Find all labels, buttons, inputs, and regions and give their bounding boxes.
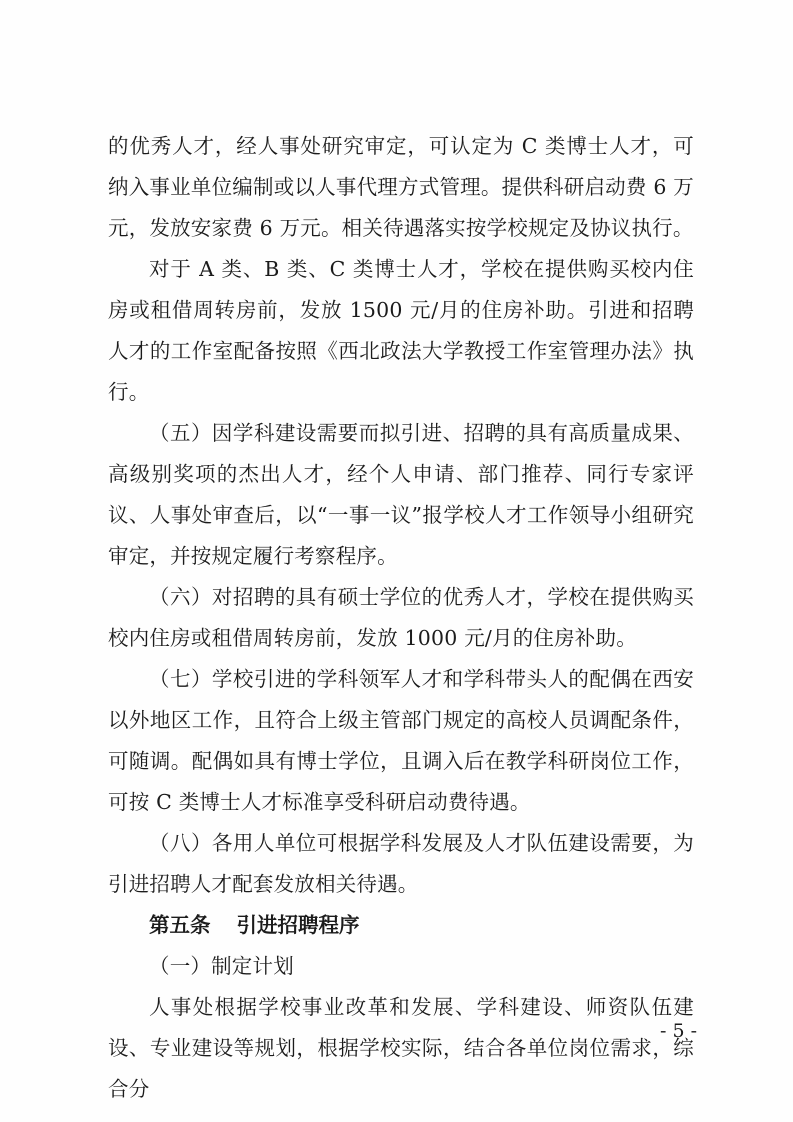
paragraph-item-7: （七）学校引进的学科领军人才和学科带头人的配偶在西安以外地区工作，且符合上级主管部门规定的高校人员调配条件，可随调。配偶如具有博士学位，且调入后在教学科研岗位工作，可按 C 类博士人才标准享受科研启动费待遇。: [108, 667, 694, 814]
paragraph-item-1-plan: （一）制定计划: [149, 954, 294, 978]
paragraph-item-6: （六）对招聘的具有硕士学位的优秀人才，学校在提供购买校内住房或租借周转房前，发放 1000 元/月的住房补助。: [108, 585, 694, 650]
page-number: - 5 -: [659, 1020, 697, 1042]
section-heading-article-5: [108, 905, 694, 946]
paragraph-1: 的优秀人才，经人事处研究审定，可认定为 C 类博士人才，可纳入事业单位编制或以人事代理方式管理。提供科研启动费 6 万元，发放安家费 6 万元。相关待遇落实按学校规定及协议执行。: [108, 134, 694, 240]
paragraph-item-5: （五）因学科建设需要而拟引进、招聘的具有高质量成果、高级别奖项的杰出人才，经个人申请、部门推荐、同行专家评议、人事处审查后，以“一事一议”报学校人才工作领导小组研究审定，并按规定履行考察程序。: [108, 421, 694, 568]
heading-title: 引进招聘程序: [236, 913, 360, 937]
heading-number: 第五条: [149, 913, 211, 937]
paragraph-item-8: （八）各用人单位可根据学科发展及人才队伍建设需要，为引进招聘人才配套发放相关待遇。: [108, 831, 694, 896]
paragraph-2: 对于 A 类、B 类、C 类博士人才，学校在提供购买校内住房或租借周转房前，发放 1500 元/月的住房补助。引进和招聘人才的工作室配备按照《西北政法大学教授工作室管理办法》执行。: [108, 257, 694, 404]
paragraph-9: 人事处根据学校事业改革和发展、学科建设、师资队伍建设、专业建设等规划，根据学校实际，结合各单位岗位需求，综合分: [108, 995, 694, 1101]
document-body: [108, 126, 694, 1110]
